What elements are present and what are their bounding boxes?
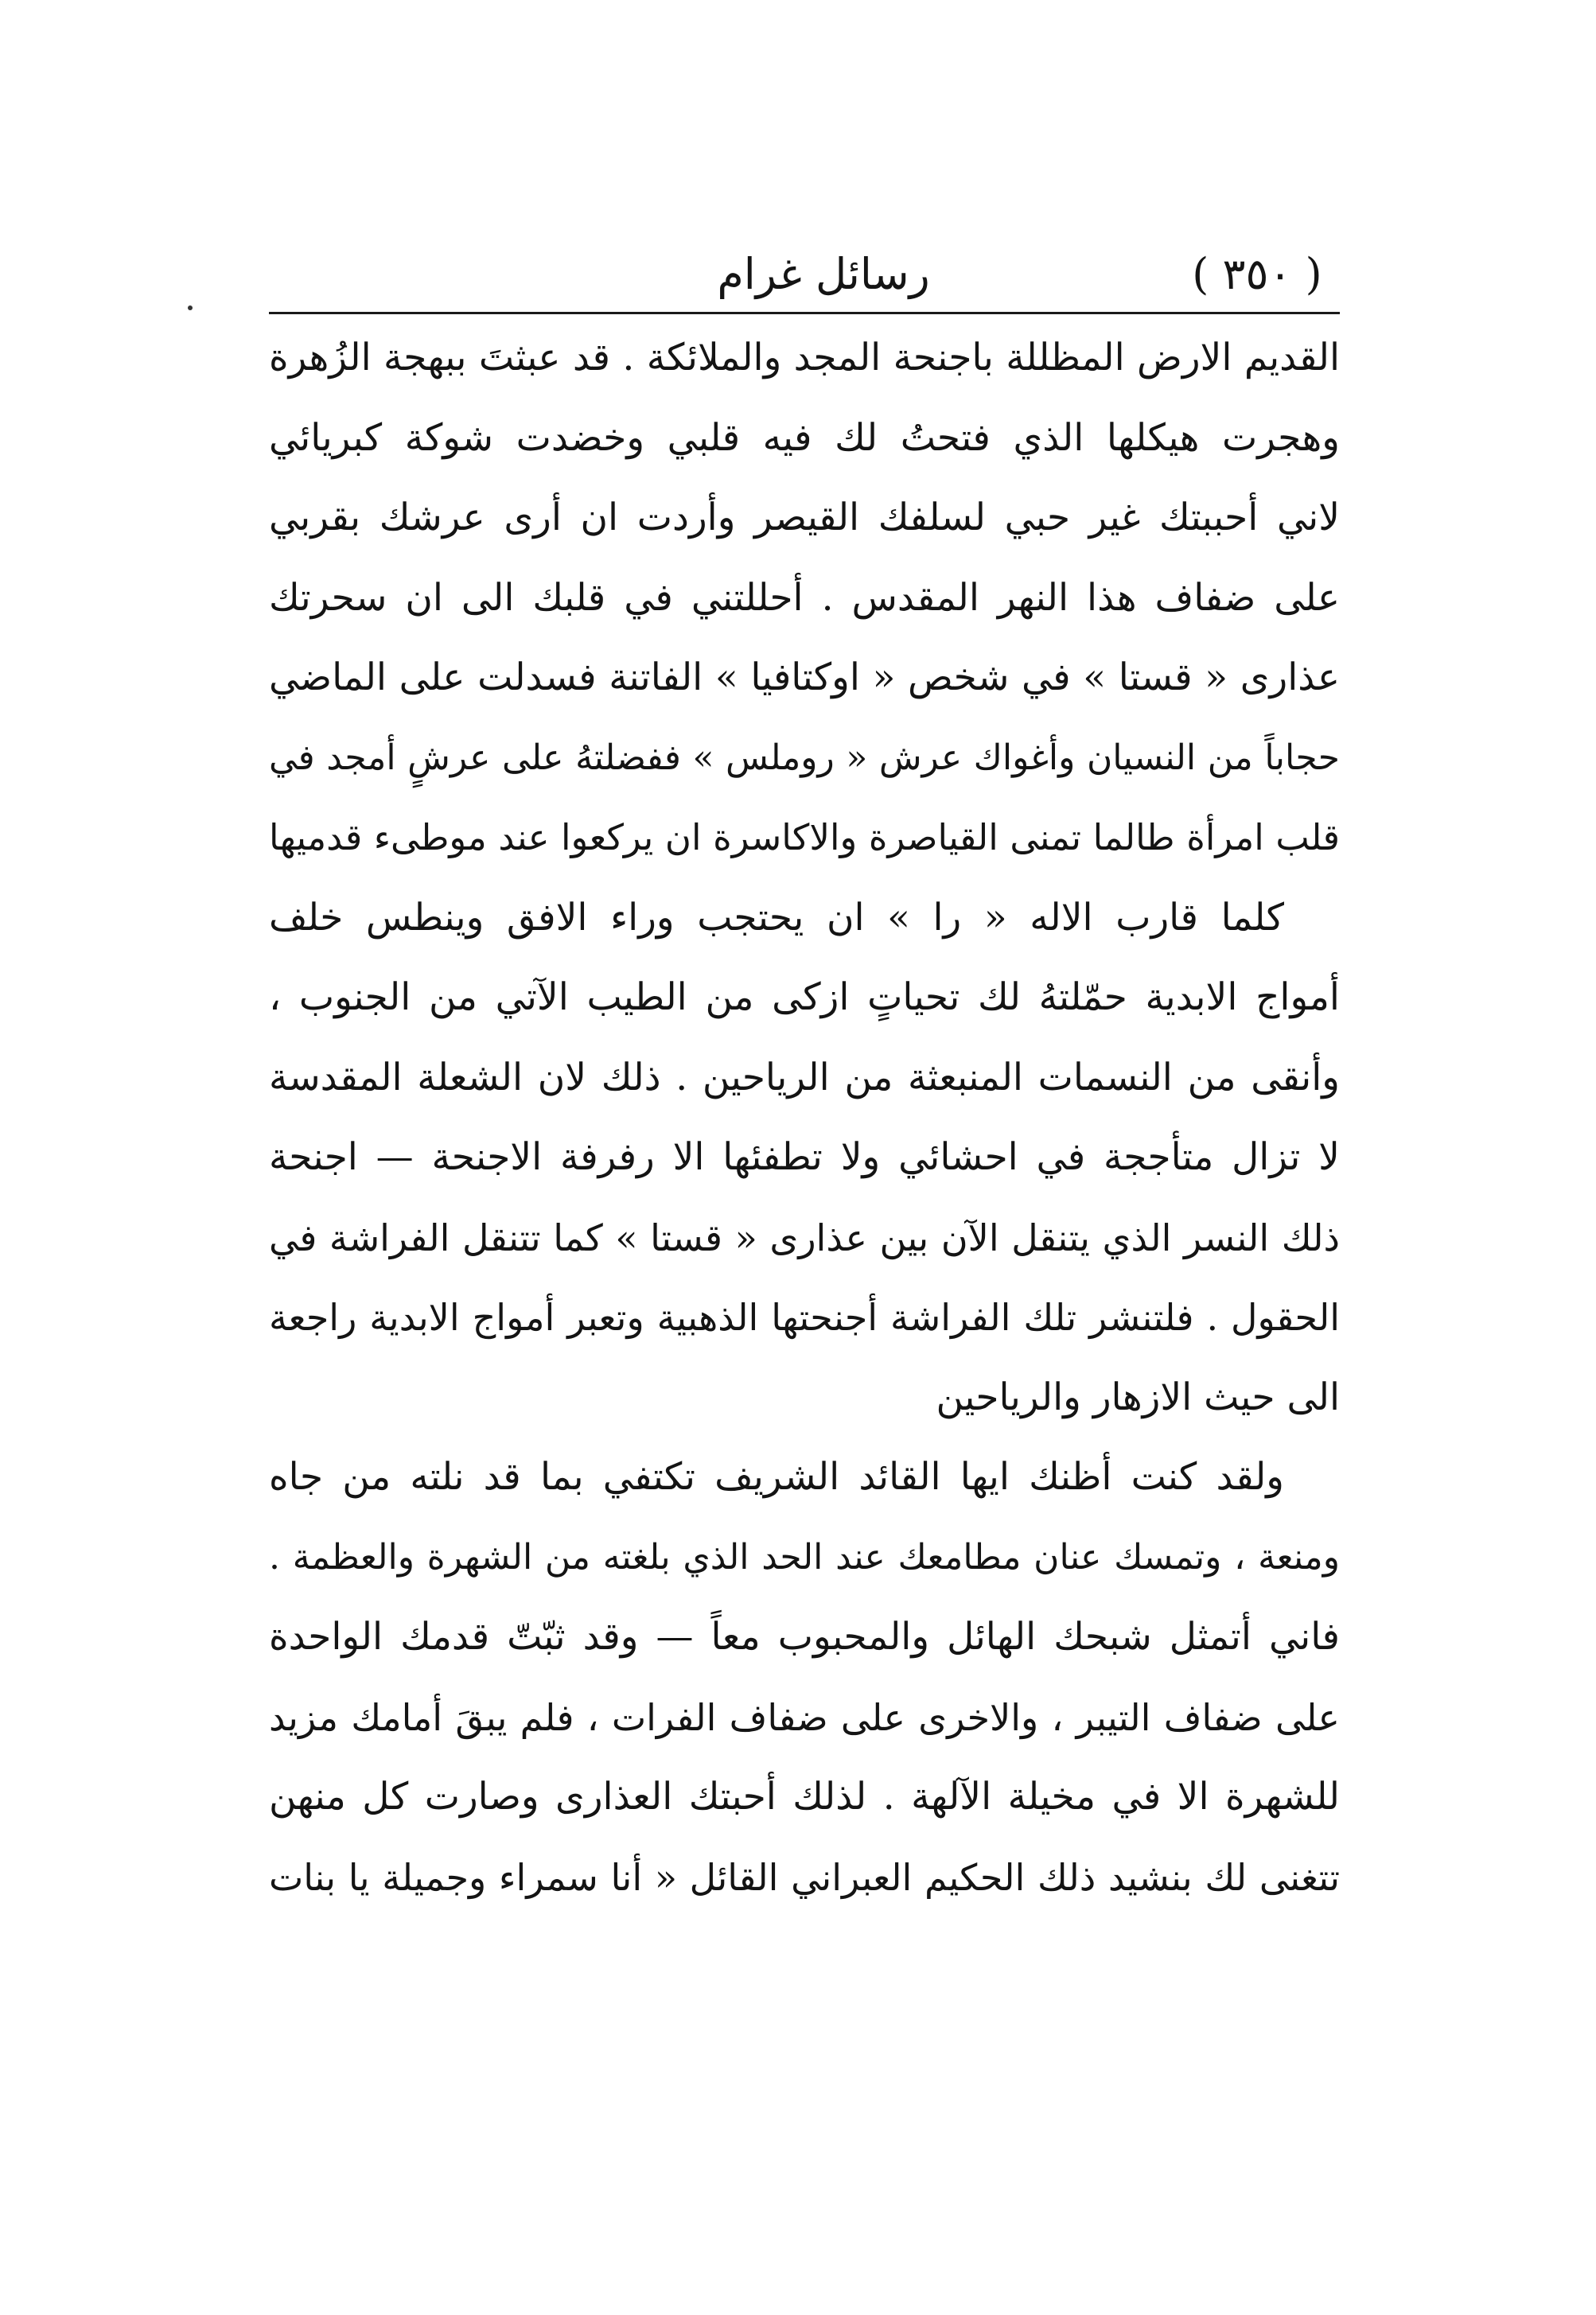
- stray-dot: [188, 305, 193, 310]
- body-text: [269, 318, 1340, 1917]
- text-line: لا تزال متأججة في احشائي ولا تطفئها الا رفرفة الاجنحة — اجنحة: [269, 1135, 1340, 1179]
- text-line: القديم الارض المظللة باجنحة المجد والملائكة . قد عبثتَ ببهجة الزُهرة: [269, 336, 1340, 379]
- text-line: على ضفاف هذا النهر المقدس . أحللتني في قلبك الى ان سحرتك: [269, 575, 1340, 620]
- text-line: وهجرت هيكلها الذي فتحتُ لك فيه قلبي وخضدت شوكة كبريائي: [269, 415, 1340, 460]
- text-line: ولقد كنت أظنك ايها القائد الشريف تكتفي بما قد نلته من جاه: [269, 1455, 1284, 1499]
- text-line: فاني أتمثل شبحك الهائل والمحبوب معاً — وقد ثبّتّ قدمك الواحدة: [269, 1615, 1340, 1659]
- text-line: كلما قارب الاله « را » ان يحتجب وراء الافق وينطس خلف: [269, 895, 1284, 940]
- text-line: وأنقى من النسمات المنبعثة من الرياحين . ذلك لان الشعلة المقدسة: [269, 1055, 1340, 1099]
- page-header: [271, 239, 1337, 310]
- text-line: ومنعة ، وتمسك عنان مطامعك عند الحد الذي بلغته من الشهرة والعظمة .: [269, 1536, 1340, 1578]
- text-line: على ضفاف التيبر ، والاخرى على ضفاف الفرات ، فلم يبقَ أمامك مزيد: [269, 1695, 1340, 1739]
- page-number: ( ٣٥٠ ): [1192, 249, 1322, 299]
- text-line: ذلك النسر الذي يتنقل الآن بين عذارى « قستا » كما تتنقل الفراشة في: [269, 1216, 1340, 1259]
- running-title: رسائل غرام: [717, 249, 930, 299]
- text-line: قلب امرأة طالما تمنى القياصرة والاكاسرة ان يركعوا عند موطىء قدميها: [269, 816, 1340, 858]
- text-line: للشهرة الا في مخيلة الآلهة . لذلك أحبتك العذارى وصارت كل منهن: [269, 1775, 1340, 1819]
- text-line: تتغنى لك بنشيد ذلك الحكيم العبراني القائل « أنا سمراء وجميلة يا بنات: [269, 1855, 1340, 1899]
- text-line: الى حيث الازهار والرياحين: [936, 1375, 1340, 1419]
- text-line: لاني أحببتك غير حبي لسلفك القيصر وأردت ان أرى عرشك بقربي: [269, 496, 1340, 539]
- text-line: حجاباً من النسيان وأغواك عرش « روملس » ففضلتهُ على عرشٍ أمجد في: [269, 737, 1340, 778]
- text-line: عذارى « قستا » في شخص « اوكتافيا » الفاتنة فسدلت على الماضي: [269, 656, 1340, 699]
- text-line: أمواج الابدية حمّلتهُ لك تحياتٍ ازكى من الطيب الآتي من الجنوب ،: [269, 975, 1340, 1019]
- header-rule: [269, 312, 1340, 314]
- text-line: الحقول . فلتنشر تلك الفراشة أجنحتها الذهبية وتعبر أمواج الابدية راجعة: [269, 1296, 1340, 1339]
